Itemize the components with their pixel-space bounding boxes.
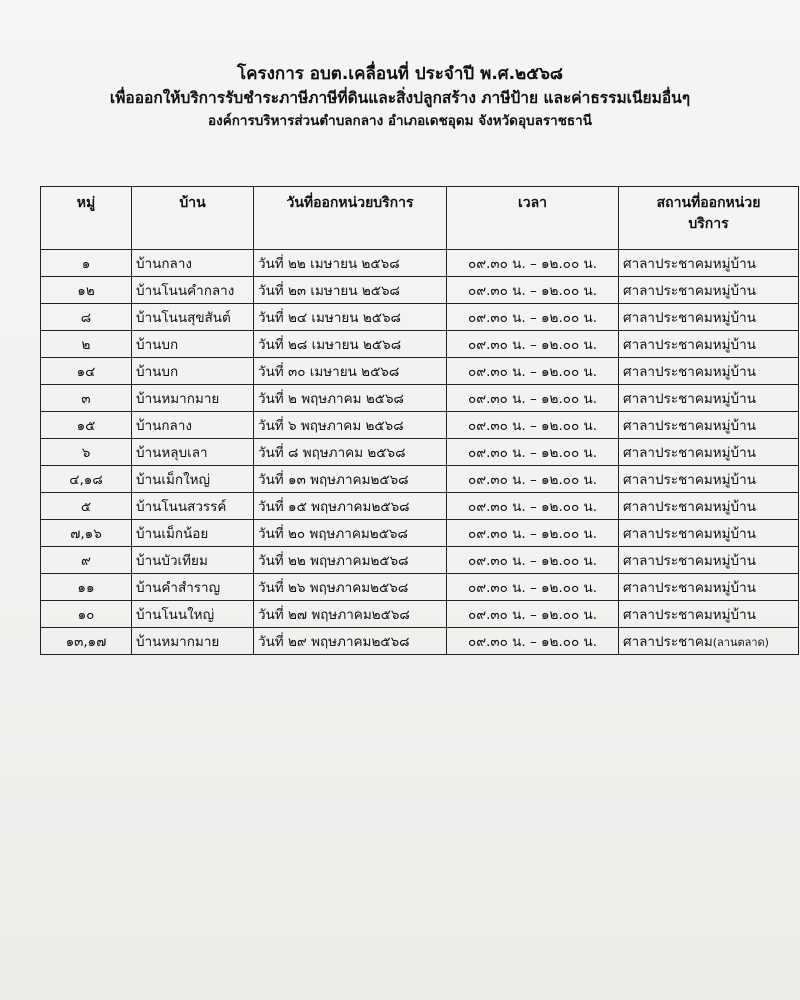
table-row <box>41 574 799 601</box>
table-row <box>41 358 799 385</box>
table-row <box>41 547 799 574</box>
cell-village: บ้านโนนใหญ่ <box>132 601 254 628</box>
table-row <box>41 466 799 493</box>
cell-time: ๐๙.๓๐ น. – ๑๒.๐๐ น. <box>447 547 619 574</box>
header-moo: หมู่ <box>41 187 132 250</box>
document-title: โครงการ อบต.เคลื่อนที่ ประจำปี พ.ศ.๒๕๖๘ <box>236 64 564 84</box>
cell-village: บ้านบก <box>132 358 254 385</box>
cell-village: บ้านหลุบเลา <box>132 439 254 466</box>
cell-village: บ้านเม็กใหญ่ <box>132 466 254 493</box>
cell-time: ๐๙.๓๐ น. – ๑๒.๐๐ น. <box>447 412 619 439</box>
cell-date: วันที่ ๒๗ พฤษภาคม๒๕๖๘ <box>254 601 447 628</box>
cell-moo: ๑ <box>41 250 132 277</box>
schedule-table <box>40 186 799 655</box>
cell-time: ๐๙.๓๐ น. – ๑๒.๐๐ น. <box>447 331 619 358</box>
place-note: (ลานตลาด) <box>712 636 769 649</box>
cell-date: วันที่ ๒๐ พฤษภาคม๒๕๖๘ <box>254 520 447 547</box>
cell-place <box>619 304 799 331</box>
table-row <box>41 331 799 358</box>
cell-place <box>619 628 799 655</box>
table-row <box>41 250 799 277</box>
cell-time: ๐๙.๓๐ น. – ๑๒.๐๐ น. <box>447 277 619 304</box>
cell-place <box>619 385 799 412</box>
table-row <box>41 493 799 520</box>
cell-place <box>619 520 799 547</box>
cell-date: วันที่ ๒๔ เมษายน ๒๕๖๘ <box>254 304 447 331</box>
cell-place <box>619 601 799 628</box>
cell-date: วันที่ ๒๒ พฤษภาคม๒๕๖๘ <box>254 547 447 574</box>
document-subtitle: เพื่อออกให้บริการรับชำระภาษีภาษีที่ดินและสิ่งปลูกสร้าง ภาษีป้าย และค่าธรรมเนียมอื่นๆ <box>109 89 691 108</box>
cell-moo: ๔,๑๘ <box>41 466 132 493</box>
header-place-line2: บริการ <box>688 216 729 232</box>
place-text: ศาลาประชาคมหมู่บ้าน <box>623 499 756 515</box>
header-row <box>41 187 799 250</box>
cell-moo: ๒ <box>41 331 132 358</box>
cell-moo: ๑๓,๑๗ <box>41 628 132 655</box>
cell-date: วันที่ ๒๘ เมษายน ๒๕๖๘ <box>254 331 447 358</box>
cell-time: ๐๙.๓๐ น. – ๑๒.๐๐ น. <box>447 466 619 493</box>
title-block <box>0 64 800 130</box>
cell-village: บ้านหมากมาย <box>132 385 254 412</box>
cell-place <box>619 439 799 466</box>
cell-moo: ๗,๑๖ <box>41 520 132 547</box>
place-text: ศาลาประชาคมหมู่บ้าน <box>623 445 756 461</box>
cell-moo: ๙ <box>41 547 132 574</box>
table-row <box>41 304 799 331</box>
table-row <box>41 412 799 439</box>
cell-place <box>619 250 799 277</box>
cell-date: วันที่ ๑๓ พฤษภาคม๒๕๖๘ <box>254 466 447 493</box>
header-place-line1: สถานที่ออกหน่วย <box>656 195 761 211</box>
place-text: ศาลาประชาคมหมู่บ้าน <box>623 472 756 488</box>
table-row <box>41 520 799 547</box>
place-text: ศาลาประชาคมหมู่บ้าน <box>623 526 756 542</box>
cell-moo: ๑๑ <box>41 574 132 601</box>
place-text: ศาลาประชาคมหมู่บ้าน <box>623 418 756 434</box>
table-row <box>41 601 799 628</box>
cell-place <box>619 277 799 304</box>
table-row <box>41 277 799 304</box>
cell-time: ๐๙.๓๐ น. – ๑๒.๐๐ น. <box>447 493 619 520</box>
cell-moo: ๑๒ <box>41 277 132 304</box>
cell-time: ๐๙.๓๐ น. – ๑๒.๐๐ น. <box>447 601 619 628</box>
cell-date: วันที่ ๖ พฤษภาคม ๒๕๖๘ <box>254 412 447 439</box>
cell-place <box>619 574 799 601</box>
place-text: ศาลาประชาคม <box>623 634 713 650</box>
table-row <box>41 628 799 655</box>
table-row <box>41 439 799 466</box>
cell-moo: ๕ <box>41 493 132 520</box>
place-text: ศาลาประชาคมหมู่บ้าน <box>623 283 756 299</box>
cell-village: บ้านโนนสวรรค์ <box>132 493 254 520</box>
table-body <box>41 250 799 655</box>
place-text: ศาลาประชาคมหมู่บ้าน <box>623 337 756 353</box>
cell-village: บ้านบัวเทียม <box>132 547 254 574</box>
cell-date: วันที่ ๒๒ เมษายน ๒๕๖๘ <box>254 250 447 277</box>
cell-moo: ๑๕ <box>41 412 132 439</box>
place-text: ศาลาประชาคมหมู่บ้าน <box>623 364 756 380</box>
place-text: ศาลาประชาคมหมู่บ้าน <box>623 391 756 407</box>
cell-date: วันที่ ๘ พฤษภาคม ๒๕๖๘ <box>254 439 447 466</box>
cell-moo: ๑๔ <box>41 358 132 385</box>
header-village: บ้าน <box>132 187 254 250</box>
cell-moo: ๑๐ <box>41 601 132 628</box>
cell-time: ๐๙.๓๐ น. – ๑๒.๐๐ น. <box>447 250 619 277</box>
cell-place <box>619 412 799 439</box>
cell-place <box>619 547 799 574</box>
cell-date: วันที่ ๒ พฤษภาคม ๒๕๖๘ <box>254 385 447 412</box>
cell-moo: ๓ <box>41 385 132 412</box>
place-text: ศาลาประชาคมหมู่บ้าน <box>623 607 756 623</box>
header-time: เวลา <box>447 187 619 250</box>
cell-village: บ้านเม็กน้อย <box>132 520 254 547</box>
cell-date: วันที่ ๒๓ เมษายน ๒๕๖๘ <box>254 277 447 304</box>
cell-time: ๐๙.๓๐ น. – ๑๒.๐๐ น. <box>447 385 619 412</box>
place-text: ศาลาประชาคมหมู่บ้าน <box>623 310 756 326</box>
cell-village: บ้านกลาง <box>132 250 254 277</box>
cell-date: วันที่ ๒๙ พฤษภาคม๒๕๖๘ <box>254 628 447 655</box>
table-row <box>41 385 799 412</box>
cell-village: บ้านคำสำราญ <box>132 574 254 601</box>
cell-place <box>619 331 799 358</box>
cell-time: ๐๙.๓๐ น. – ๑๒.๐๐ น. <box>447 574 619 601</box>
place-text: ศาลาประชาคมหมู่บ้าน <box>623 553 756 569</box>
cell-place <box>619 493 799 520</box>
cell-time: ๐๙.๓๐ น. – ๑๒.๐๐ น. <box>447 520 619 547</box>
cell-date: วันที่ ๓๐ เมษายน ๒๕๖๘ <box>254 358 447 385</box>
cell-moo: ๘ <box>41 304 132 331</box>
cell-place <box>619 358 799 385</box>
cell-time: ๐๙.๓๐ น. – ๑๒.๐๐ น. <box>447 304 619 331</box>
cell-village: บ้านบก <box>132 331 254 358</box>
cell-place <box>619 466 799 493</box>
place-text: ศาลาประชาคมหมู่บ้าน <box>623 256 756 272</box>
cell-date: วันที่ ๒๖ พฤษภาคม๒๕๖๘ <box>254 574 447 601</box>
cell-village: บ้านโนนสุขสันต์ <box>132 304 254 331</box>
cell-time: ๐๙.๓๐ น. – ๑๒.๐๐ น. <box>447 628 619 655</box>
place-text: ศาลาประชาคมหมู่บ้าน <box>623 580 756 596</box>
cell-time: ๐๙.๓๐ น. – ๑๒.๐๐ น. <box>447 358 619 385</box>
cell-moo: ๖ <box>41 439 132 466</box>
cell-village: บ้านโนนคำกลาง <box>132 277 254 304</box>
cell-village: บ้านกลาง <box>132 412 254 439</box>
header-place <box>619 187 799 250</box>
cell-village: บ้านหมากมาย <box>132 628 254 655</box>
table-header <box>41 187 799 250</box>
cell-time: ๐๙.๓๐ น. – ๑๒.๐๐ น. <box>447 439 619 466</box>
cell-date: วันที่ ๑๕ พฤษภาคม๒๕๖๘ <box>254 493 447 520</box>
header-date: วันที่ออกหน่วยบริการ <box>254 187 447 250</box>
organization-line: องค์การบริหารส่วนตำบลกลาง อำเภอเดชอุดม จังหวัดอุบลราชธานี <box>208 112 592 129</box>
